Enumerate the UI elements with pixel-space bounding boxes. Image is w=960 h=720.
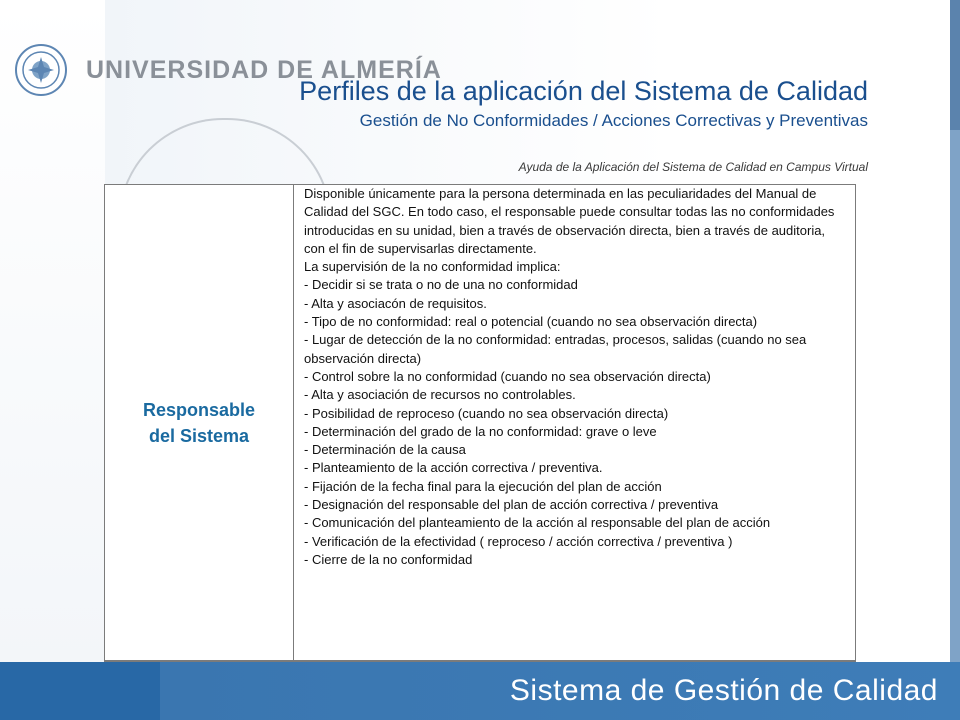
list-item: - Planteamiento de la acción correctiva / preventiva. — [304, 460, 603, 476]
page-subtitle: Gestión de No Conformidades / Acciones Correctivas y Preventivas — [359, 111, 868, 130]
list-item: - Comunicación del planteamiento de la acción al responsable del plan de acción — [304, 515, 771, 531]
role-label-line-1: Responsable — [142, 400, 256, 420]
list-item: - Alta y asociacón de requisitos. — [304, 295, 487, 311]
table-bottom-rule — [104, 660, 856, 661]
list-item: - Determinación de la causa — [304, 442, 466, 458]
role-cell — [105, 185, 294, 661]
footer-left-block — [0, 662, 160, 720]
list-item: - Decidir si se trata o no de una no conformidad — [304, 277, 578, 293]
list-item: - Control sobre la no conformidad (cuando no sea observación directa) — [304, 368, 711, 384]
footer-right-block — [160, 662, 960, 720]
footer-bar — [0, 662, 960, 720]
profile-table — [104, 184, 856, 662]
page-title: Perfiles de la aplicación del Sistema de Calidad — [299, 76, 868, 106]
supervision-list — [304, 276, 845, 569]
list-item: - Tipo de no conformidad: real o potencial (cuando no sea observación directa) — [304, 314, 758, 330]
role-label-line-2: del Sistema — [148, 426, 250, 446]
list-item: - Posibilidad de reproceso (cuando no sea observación directa) — [304, 405, 669, 421]
list-item: - Verificación de la efectividad ( reproceso / acción correctiva / preventiva ) — [304, 533, 733, 549]
list-item: - Alta y asociación de recursos no controlables. — [304, 387, 576, 403]
list-item: - Cierre de la no conformidad — [304, 551, 473, 567]
footer-title: Sistema de Gestión de Calidad — [509, 674, 938, 707]
university-name: UNIVERSIDAD DE ALMERÍA — [86, 55, 442, 84]
list-item: - Designación del responsable del plan de acción correctiva / preventiva — [304, 497, 719, 513]
help-note: Ayuda de la Aplicación del Sistema de Calidad en Campus Virtual — [518, 160, 868, 174]
right-accent-bar-top — [950, 0, 960, 130]
role-label — [143, 397, 255, 449]
list-item: - Lugar de detección de la no conformidad: entradas, procesos, salidas (cuando no sea observación directa) — [304, 332, 807, 366]
list-item: - Determinación del grado de la no conformidad: grave o leve — [304, 423, 657, 439]
description-cell — [294, 185, 855, 661]
list-item: - Fijación de la fecha final para la ejecución del plan de acción — [304, 478, 662, 494]
description-intro: Disponible únicamente para la persona determinada en las peculiaridades del Manual de Calidad del SGC. En todo caso, el responsable puede consultar todas las no conformidades introducidas en su unidad, bien a través de observación directa, bien a través de auditoria, con el fin de supervisarlas directamente. — [304, 186, 835, 256]
supervision-lead: La supervisión de la no conformidad implica: — [304, 259, 561, 275]
university-seal-icon — [14, 43, 68, 97]
